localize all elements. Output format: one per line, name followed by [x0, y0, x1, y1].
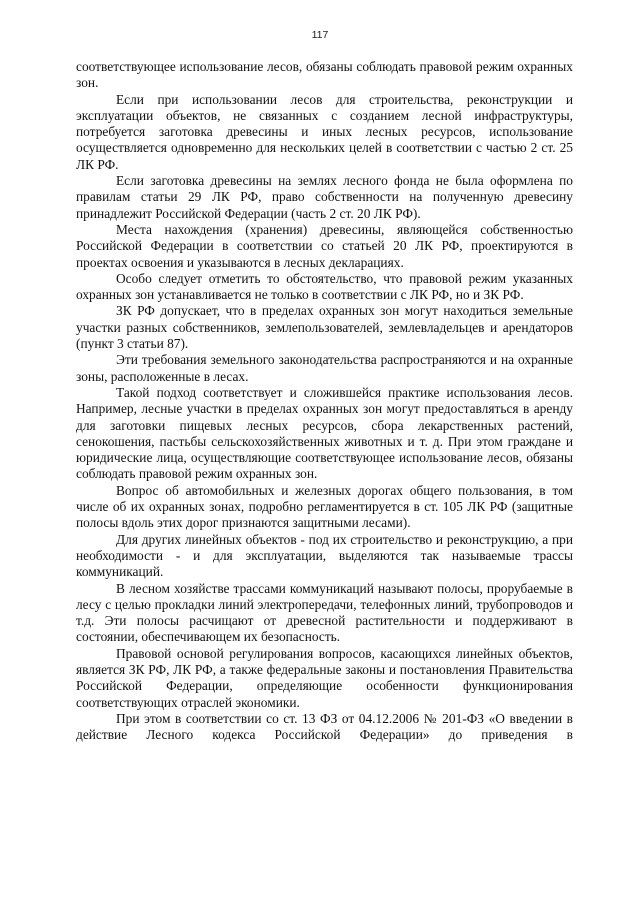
paragraph: Правовой основой регулирования вопросов, касающихся линейных объектов, является ЗК РФ, ЛК РФ, а также федеральные законы и постановления Правительства Российской Федерации, определяющие особенности функционирования соответствующих отраслей экономики. — [76, 645, 573, 710]
paragraph: Для других линейных объектов - под их строительство и реконструкцию, а при необходимости - и для эксплуатации, выделяются так называемые трассы коммуникаций. — [76, 531, 573, 580]
paragraph: Если при использовании лесов для строительства, реконструкции и эксплуатации объектов, не связанных с созданием лесной инфраструктуры, потребуется заготовка древесины и иных лесных ресурсов, использование осуществляется одновременно для нескольких целей в соответствии с частью 2 ст. 25 ЛК РФ. — [76, 91, 573, 172]
paragraph: Места нахождения (хранения) древесины, являющейся собственностью Российской Федерации в соответствии со статьей 20 ЛК РФ, проектируются в проектах освоения и указываются в лесных декларациях. — [76, 221, 573, 270]
paragraph: Эти требования земельного законодательства распространяются и на охранные зоны, расположенные в лесах. — [76, 352, 573, 384]
paragraph: Особо следует отметить то обстоятельство, что правовой режим указанных охранных зон устанавливается не только в соответствии с ЛК РФ, но и ЗК РФ. — [76, 270, 573, 303]
document-body — [76, 59, 573, 743]
page-number: 117 — [311, 29, 329, 41]
paragraph: Такой подход соответствует и сложившейся практике использования лесов. Например, лесные участки в пределах охранных зон могут предоставляться в аренду для заготовки пищевых лесных ресурсов, сбора лекарственных растений, сенокошения, пастьбы сельскохозяйственных животных и т. д. При этом граждане и юридические лица, осуществляющие соответствующее использование лесов, обязаны соблюдать правовой режим охранных зон. — [76, 384, 573, 482]
paragraph: Если заготовка древесины на землях лесного фонда не была оформлена по правилам статьи 29 ЛК РФ, право собственности на полученную древесину принадлежит Российской Федерации (часть 2 ст. 20 ЛК РФ). — [76, 173, 573, 221]
paragraph: ЗК РФ допускает, что в пределах охранных зон могут находиться земельные участки разных собственников, землепользователей, землевладельцев и арендаторов (пункт 3 статьи 87). — [76, 303, 573, 352]
paragraph: При этом в соответствии со ст. 13 ФЗ от 04.12.2006 № 201-ФЗ «О введении в действие Лесного кодекса Российской Федерации» до приведения в — [76, 710, 573, 743]
paragraph: В лесном хозяйстве трассами коммуникаций называют полосы, прорубаемые в лесу с целью прокладки линий электропередачи, телефонных линий, трубопроводов и т.д. Эти полосы расчищают от древесной растительности и поддерживают в состоянии, обеспечивающем их безопасность. — [76, 580, 573, 645]
paragraph: соответствующее использование лесов, обязаны соблюдать правовой режим охранных зон. — [76, 59, 573, 91]
paragraph: Вопрос об автомобильных и железных дорогах общего пользования, в том числе об их охранных зонах, подробно регламентируется в ст. 105 ЛК РФ (защитные полосы вдоль этих дорог признаются защитными лесами). — [76, 482, 573, 531]
